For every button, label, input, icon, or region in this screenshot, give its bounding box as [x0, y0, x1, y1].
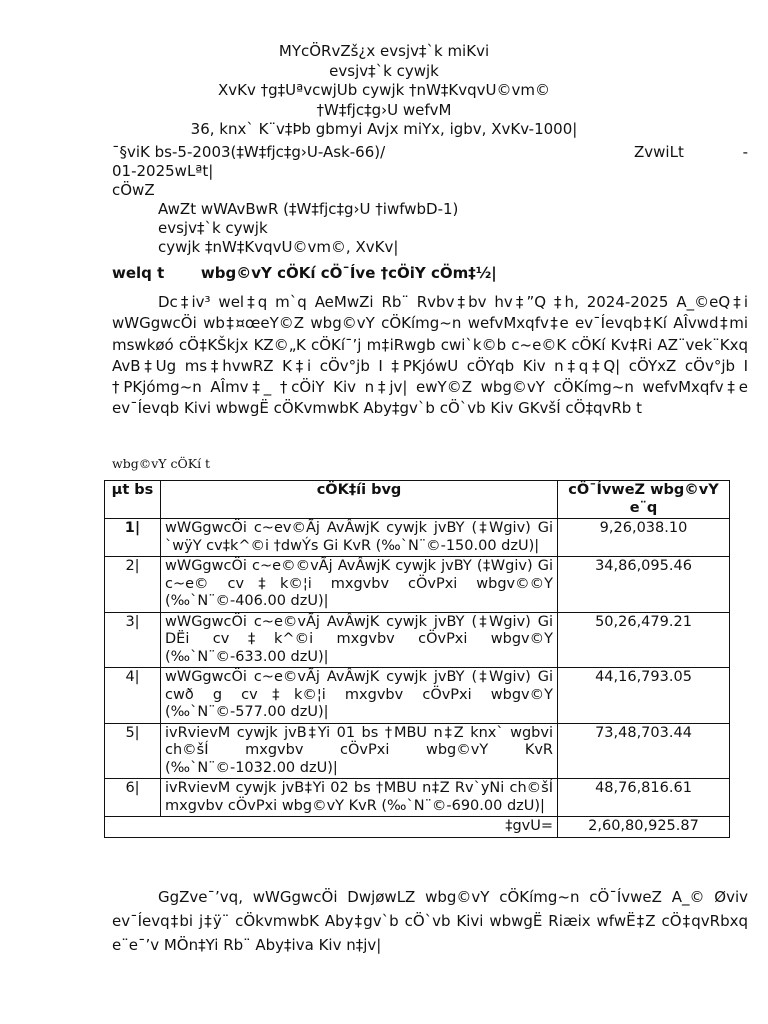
row-amount: 34,86,095.46 [558, 557, 730, 613]
recipient-line-title: AwZt wWAvBwR (‡W‡fjc‡g›U †iwfwbD-1) [158, 200, 459, 218]
row-project-name: ivRvievM cywjk jvB‡Yi 01 bs †MBU n‡Z knx` wgbvi ch©šÍ mxgvbv cÖvPxi wbg©vY KvR (‰`N¨©-1032.00 dzU)| [161, 723, 558, 779]
subject-text: wbg©vY cÖKí cÖ¯Íve †cÖiY cÖm‡½| [200, 264, 497, 282]
letterhead-line-government: MYcÖRvZš¿x evsjv‡`k miKvi [278, 42, 490, 60]
row-project-name: wWGgwcÖi c~e©vÃj AvÂwjK cywjk jvBY (‡Wgiv) Gi cwð g cv‡k©¦i mxgvbv cÖvPxi wbgv©Y (‰`N¨©-577.00 dzU)| [161, 668, 558, 724]
row-project-name: wWGgwcÖi c~e©©vÃj AvÂwjK cywjk jvBY (‡Wgiv) Gi c~e© cv‡k©¦i mxgvbv cÖvPxi wbgv©©Y (‰`N¨©-406.00 dzU)| [161, 557, 558, 613]
table-caption: wbg©vY cÖKí t [112, 456, 211, 471]
body-paragraph-intro: Dc‡iv³ wel‡q m`q AeMwZi Rb¨ Rvbv‡bv hv‡”Q ‡h, 2024-2025 A_©eQ‡i wWGgwcÖi wb‡¤œeY©Z wbg©vY cÖKímg~n wefvMxqfv‡e ev¯Íevqb‡Kí AÎvwd‡mi mswkøó cÖ‡KŠkjx KZ©„K cÖKí¯’j m‡iRwgb cwi`k©b c~e©K cÖKí Kv‡Ri AZ¨vek¨Kxq AvB‡Ug ms‡hvwRZ K‡i cÖv°jb I ‡PKjówU cÖYqb Kiv n‡q‡Q| cÖYxZ cÖv°jb I †PKjómg~n AÎmv‡_ †cÖiY Kiv n‡jv| ewY©Z wbg©vY cÖKímg~n wefvMxqfv‡e ev¯Íevqb Kivi wbwgË cÖKvmwbK Aby‡gv`b cÖ`vb Kiv GKvšÍ cÖ‡qvRb t [112, 293, 748, 418]
projects-table [104, 480, 730, 838]
memo-date-dash: - [742, 143, 748, 161]
header-serial: µt bs [105, 481, 161, 519]
table-row [105, 557, 730, 613]
row-serial: 4| [105, 668, 161, 724]
memo-ref-row [112, 143, 748, 162]
memo-reference-number: ¯§viK bs-5-2003(‡W‡fjc‡g›U-Ask-66)/ [112, 143, 386, 161]
subject-label: welq t [112, 264, 165, 282]
letterhead [0, 42, 768, 140]
table-row [105, 612, 730, 668]
total-label: ‡gvU= [105, 817, 558, 838]
recipient-address [112, 200, 748, 257]
table-row [105, 723, 730, 779]
row-project-name: wWGgwcÖi c~e©vÃj AvÂwjK cywjk jvBY (‡Wgiv) Gi DËi cv‡k^©i mxgvbv cÖvPxi wbgv©Y (‰`N¨©-633.00 dzU)| [161, 612, 558, 668]
recipient-line-location: cywjk ‡nW‡KvqvU©vm©, XvKv| [158, 238, 399, 256]
memo-date-label: ZvwiLt [634, 143, 684, 161]
table-row [105, 519, 730, 557]
memo-date-label-group [634, 143, 748, 162]
table-total-row [105, 817, 730, 838]
row-serial: 5| [105, 723, 161, 779]
header-estimated-cost: cÖ¯ÍvweZ wbg©vY e¨q [558, 481, 730, 519]
table-row [105, 779, 730, 817]
memo-date-value: 01-2025wLªt| [112, 162, 214, 180]
memo-recipient-label: cÖwZ [112, 181, 155, 199]
total-amount: 2,60,80,925.87 [558, 817, 730, 838]
letterhead-line-headquarters: XvKv †g‡UªvcwjUb cywjk †nW‡KvqvU©vm© [218, 81, 550, 100]
memo-block [112, 143, 748, 257]
body-paragraph-request: GgZve¯’vq, wWGgwcÖi DwjøwLZ wbg©vY cÖKímg~n cÖ¯ÍvweZ A_© Øviv ev¯Íevq‡bi j‡ÿ¨ cÖkvmwbK Aby‡gv`b cÖ`vb Kivi wbwgË Riæix wfwË‡Z cÖ‡qvRbxq e¨e¯’v MÖn‡Yi Rb¨ Aby‡iva Kiv n‡jv| [112, 888, 748, 954]
row-serial: 1| [105, 519, 161, 557]
row-amount: 50,26,479.21 [558, 612, 730, 668]
table-row [105, 668, 730, 724]
row-project-name: ivRvievM cywjk jvB‡Yi 02 bs †MBU n‡Z Rv`yNi ch©šÍ mxgvbv cÖvPxi wbg©vY KvR (‰`N¨©-690.00 dzU)| [161, 779, 558, 817]
row-project-name: wWGgwcÖi c~ev©Ãj AvÂwjK cywjk jvBY (‡Wgiv) Gi `wÿY cv‡k^©i †dwÝs Gi KvR (‰`N¨©-150.00 dzU)| [161, 519, 558, 557]
letterhead-line-division: †W‡fjc‡g›U wefvM [316, 100, 452, 119]
row-amount: 73,48,703.44 [558, 723, 730, 779]
row-serial: 3| [105, 612, 161, 668]
row-serial: 6| [105, 779, 161, 817]
letterhead-line-police: evsjv‡`k cywjk [329, 61, 439, 80]
subject-line [112, 264, 497, 282]
row-amount: 48,76,816.61 [558, 779, 730, 817]
row-serial: 2| [105, 557, 161, 613]
letterhead-line-address: 36, knx` K¨v‡Þb gbmyi Avjx miYx, igbv, XvKv-1000| [190, 120, 578, 139]
table-header-row [105, 481, 730, 519]
header-project-name: cÖK‡íi bvg [161, 481, 558, 519]
row-amount: 44,16,793.05 [558, 668, 730, 724]
recipient-line-org: evsjv‡`k cywjk [158, 219, 268, 237]
row-amount: 9,26,038.10 [558, 519, 730, 557]
